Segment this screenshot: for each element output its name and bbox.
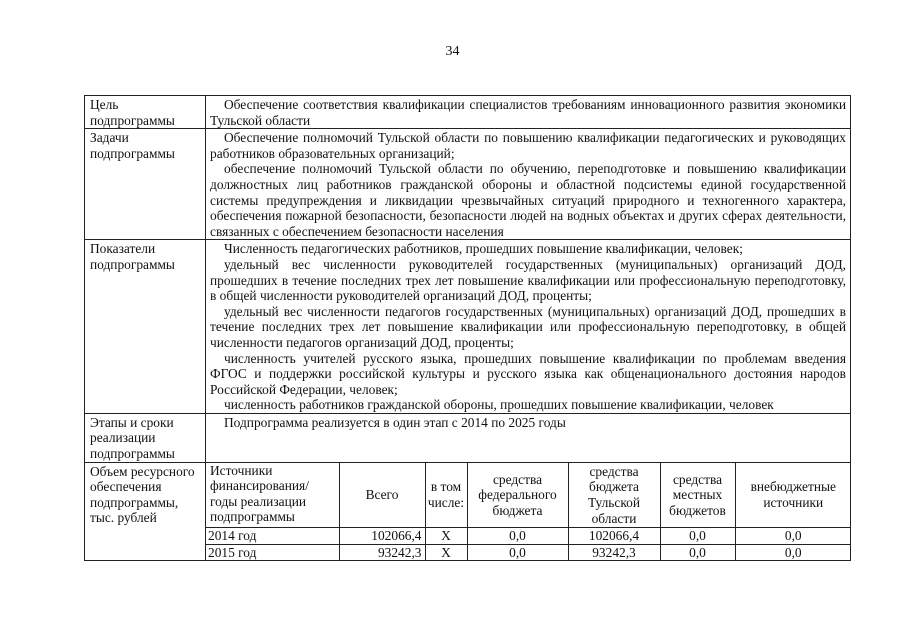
row-resources xyxy=(85,462,851,561)
header-extra: внебюджетные источники xyxy=(735,463,851,528)
financing-header-row xyxy=(206,463,851,528)
stages-text: Подпрограмма реализуется в один этап с 2014 по 2025 годы xyxy=(224,414,566,430)
stages-cell xyxy=(206,413,851,462)
row-stages xyxy=(85,413,851,462)
indicators-cell xyxy=(206,240,851,414)
federal-cell: 0,0 xyxy=(467,528,568,545)
local-cell: 0,0 xyxy=(660,528,735,545)
indicators-label: Показатели подпрограммы xyxy=(85,240,206,414)
header-source: Источники финансирования/ годы реализации подпрограммы xyxy=(206,463,339,528)
regional-cell: 102066,4 xyxy=(568,528,660,545)
resources-label: Объем ресурсного обеспечения подпрограммы, тыс. рублей xyxy=(85,462,206,561)
header-regional: средства бюджета Тульской области xyxy=(568,463,660,528)
passport-table xyxy=(84,95,851,561)
total-cell: 93242,3 xyxy=(339,544,425,560)
year-cell: 2014 год xyxy=(206,528,339,545)
tasks-label: Задачи подпрограммы xyxy=(85,129,206,240)
extra-cell: 0,0 xyxy=(735,544,851,560)
indicator-paragraph: численность работников гражданской обороны, прошедших повышение квалификации, человек xyxy=(224,397,774,413)
extra-cell: 0,0 xyxy=(735,528,851,545)
header-total: Всего xyxy=(339,463,425,528)
header-incl: в том числе: xyxy=(425,463,467,528)
goal-text: Обеспечение соответствия квалификации специалистов требованиям инновационного развития экономики Тульской области xyxy=(210,97,846,128)
indicator-paragraph: Численность педагогических работников, прошедших повышение квалификации, человек; xyxy=(224,241,743,257)
table-row xyxy=(206,544,851,560)
task-paragraph: обеспечение полномочий Тульской области по обучению, переподготовке и повышению квалификации должностных лиц работников гражданской обороны и областной подсистемы единой государственной системы предупреждения и ликвидации чрезвычайных ситуаций природного и техногенного характера, обеспечения пожарной безопасности, безопасности людей на водных объектах и других сферах деятельности, связанных с обеспечением безопасности населения xyxy=(210,161,846,239)
header-federal: средства федерального бюджета xyxy=(467,463,568,528)
header-local: средства местных бюджетов xyxy=(660,463,735,528)
row-tasks xyxy=(85,129,851,240)
incl-cell: Х xyxy=(425,528,467,545)
financing-table xyxy=(206,463,851,561)
total-cell: 102066,4 xyxy=(339,528,425,545)
task-paragraph: Обеспечение полномочий Тульской области по повышению квалификации педагогических и руководящих работников образовательных организаций; xyxy=(210,130,846,161)
incl-cell: Х xyxy=(425,544,467,560)
indicator-paragraph: удельный вес численности руководителей государственных (муниципальных) организаций ДОД, прошедших в течение последних трех лет повышение квалификации или профессиональную переподготовку, в общей численности руководителей организаций ДОД, проценты; xyxy=(210,256,846,304)
page-number: 34 xyxy=(445,44,460,59)
tasks-cell xyxy=(206,129,851,240)
row-indicators xyxy=(85,240,851,414)
row-goal xyxy=(85,96,851,129)
resources-cell xyxy=(206,462,851,561)
goal-label: Цель подпрограммы xyxy=(85,96,206,129)
table-row xyxy=(206,528,851,545)
regional-cell: 93242,3 xyxy=(568,544,660,560)
indicator-paragraph: удельный вес численности педагогов государственных (муниципальных) организаций ДОД, прошедших в течение последних трех лет повышение квалификации или профессиональную переподготовку, в общей численности педагогов организаций ДОД, проценты; xyxy=(210,303,846,350)
stages-label: Этапы и сроки реализации подпрограммы xyxy=(85,413,206,462)
indicator-paragraph: численность учителей русского языка, прошедших повышение квалификации по проблемам введения ФГОС и поддержки российской культуры и русского языка как общенационального достояния народов Российской Федерации, человек; xyxy=(210,350,846,397)
local-cell: 0,0 xyxy=(660,544,735,560)
federal-cell: 0,0 xyxy=(467,544,568,560)
year-cell: 2015 год xyxy=(206,544,339,560)
goal-cell xyxy=(206,96,851,129)
